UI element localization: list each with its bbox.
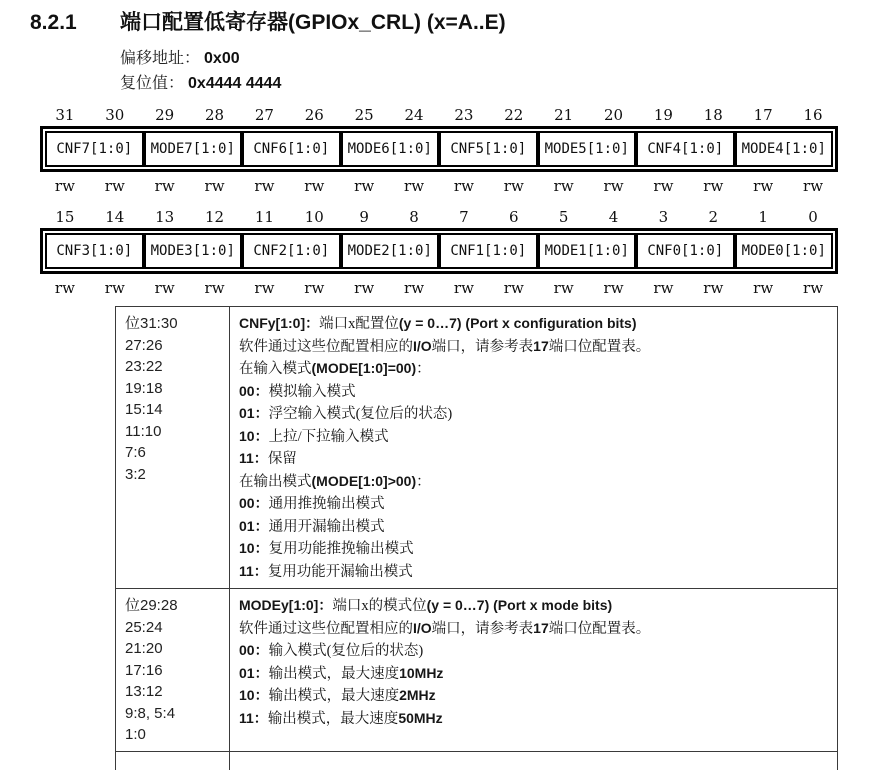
register-bit-table-low (40, 208, 838, 302)
bit-range: 1:0 (125, 726, 146, 743)
bit-number: 3 (658, 208, 669, 226)
bit-number: 17 (753, 106, 773, 124)
cjk-text: ： (416, 361, 431, 377)
section-heading (30, 8, 838, 38)
description-cell (230, 589, 838, 752)
bit-number: 4 (608, 208, 619, 226)
bit-range: 23:22 (125, 358, 163, 375)
bit-number: 16 (803, 106, 823, 124)
latin-bold-text: 2MHz (399, 687, 436, 703)
reset-value-line (120, 71, 838, 96)
access-cell: rw (154, 279, 175, 297)
description-cell (230, 751, 838, 770)
cjk-text: 软件通过这些位配置相应的 (239, 620, 413, 637)
access-cell: rw (703, 279, 724, 297)
description-line (239, 538, 827, 561)
cjk-text: 输出模式，最大速度 (268, 665, 400, 682)
cjk-text: 输入模式(复位后的状态) (268, 643, 424, 659)
register-info (120, 46, 838, 96)
bit-range: 11:10 (125, 422, 162, 440)
bit-number: 15 (55, 208, 75, 226)
field-cell: CNF4[1:0] (636, 131, 735, 167)
latin-bold-text: 50MHz (398, 709, 443, 726)
bit-number: 28 (205, 106, 225, 124)
cjk-text: 保留 (267, 451, 297, 467)
latin-bold-text: (y = 0…7) (Port x mode bits) (426, 597, 613, 613)
field-cell: MODE0[1:0] (735, 233, 834, 269)
bit-range: 13:12 (125, 683, 163, 700)
bit-number: 21 (554, 106, 574, 124)
description-line (239, 663, 827, 686)
cjk-text: 复用功能推挽输出模式 (268, 541, 414, 557)
access-cell: rw (503, 279, 524, 297)
latin-bold-text: CNFy[1:0]： (239, 315, 320, 331)
field-cell: CNF5[1:0] (439, 131, 538, 167)
latin-bold-text: 17 (533, 619, 549, 636)
field-cell: CNF7[1:0] (45, 131, 144, 167)
latin-bold-text: 01： (239, 517, 269, 534)
bit-range: 3:2 (125, 465, 146, 483)
field-cell: MODE3[1:0] (144, 233, 243, 269)
access-cell: rw (803, 177, 824, 195)
bit-ranges-cell (116, 589, 230, 752)
bit-number: 2 (708, 208, 719, 226)
bit-range: 位29:28 (125, 597, 178, 614)
field-cell: MODE7[1:0] (144, 131, 243, 167)
description-line (239, 403, 827, 426)
bit-range: 位31:30 (125, 315, 178, 332)
bit-range: 25:24 (125, 618, 163, 636)
bit-number: 8 (409, 208, 419, 226)
bit-number: 11 (254, 208, 274, 226)
access-cell: rw (304, 279, 325, 297)
bit-range: 7:6 (125, 444, 146, 461)
field-cell: MODE6[1:0] (341, 131, 440, 167)
bit-number: 12 (205, 208, 225, 226)
bit-number: 25 (354, 106, 374, 124)
cjk-text: 端口x的模式位 (332, 598, 427, 614)
reset-value-label: 复位值： (120, 75, 185, 92)
access-cell: rw (404, 279, 425, 297)
field-cell-row (40, 228, 838, 274)
latin-bold-text: MODEy[1:0]： (239, 597, 333, 613)
cjk-text: 模拟输入模式 (268, 383, 356, 400)
bit-number: 19 (653, 106, 673, 124)
field-cell: CNF2[1:0] (242, 233, 341, 269)
description-line (239, 448, 827, 471)
latin-bold-text: (MODE[1:0]=00) (311, 360, 417, 376)
access-cell: rw (503, 177, 524, 195)
cjk-text: 软件通过这些位配置相应的 (239, 338, 413, 355)
field-cell: MODE2[1:0] (341, 233, 440, 269)
latin-bold-text: 17 (533, 337, 549, 354)
access-cell: rw (603, 279, 624, 297)
description-line (239, 471, 827, 494)
bit-number: 7 (459, 208, 469, 226)
access-row (40, 172, 838, 200)
bit-number: 27 (254, 106, 274, 124)
description-line (239, 561, 827, 584)
bit-number: 29 (155, 106, 175, 124)
access-cell: rw (453, 279, 474, 297)
bit-range: 15:14 (125, 401, 163, 418)
description-line (239, 381, 827, 404)
bit-number-row (40, 208, 838, 228)
access-cell: rw (54, 177, 75, 195)
bit-number: 22 (504, 106, 524, 124)
field-cell: CNF1[1:0] (439, 233, 538, 269)
description-table (115, 306, 838, 770)
section-number: 8.2.1 (30, 11, 77, 34)
latin-bold-text: 01： (239, 664, 269, 681)
access-cell: rw (254, 279, 275, 297)
access-cell: rw (104, 177, 125, 195)
latin-bold-text: 01： (239, 405, 269, 421)
offset-address-label: 偏移地址： (120, 50, 201, 67)
bit-number: 6 (509, 208, 519, 226)
latin-bold-text: 00： (239, 495, 269, 511)
bit-number: 30 (105, 106, 125, 124)
description-line (239, 313, 827, 336)
bit-range: 9:8, 5:4 (125, 704, 176, 722)
access-cell: rw (54, 279, 75, 297)
field-cell: CNF0[1:0] (636, 233, 735, 269)
cjk-text: 浮空输入模式(复位后的状态) (268, 406, 453, 422)
bit-range: 17:16 (125, 661, 163, 679)
description-line (239, 336, 827, 359)
bit-number: 31 (55, 106, 75, 124)
bit-range: 21:20 (125, 640, 163, 657)
access-cell: rw (154, 177, 175, 195)
access-cell: rw (553, 177, 574, 195)
bit-number: 18 (703, 106, 723, 124)
bit-number: 9 (359, 208, 369, 226)
description-line (239, 595, 827, 618)
cjk-text: 复用功能开漏输出模式 (267, 563, 413, 580)
latin-bold-text: 00： (239, 382, 269, 399)
access-cell: rw (304, 177, 325, 195)
bit-number: 14 (105, 208, 125, 226)
cjk-text: 端口位配置表。 (548, 338, 651, 355)
bit-number: 26 (304, 106, 324, 124)
reset-value-value: 0x4444 4444 (188, 75, 282, 92)
access-cell: rw (204, 279, 225, 297)
field-cell: CNF3[1:0] (45, 233, 144, 269)
offset-address-line (120, 46, 838, 71)
register-bit-table-high (40, 106, 838, 200)
bit-number: 20 (604, 106, 624, 124)
cjk-text: 端口，请参考表 (431, 620, 534, 637)
bit-number: 23 (454, 106, 474, 124)
bit-number: 24 (404, 106, 424, 124)
access-cell: rw (753, 279, 774, 297)
access-cell: rw (204, 177, 225, 195)
access-cell: rw (703, 177, 724, 195)
cjk-text: 端口位配置表。 (548, 620, 651, 637)
latin-bold-text: (y = 0…7) (Port x configuration bits) (398, 315, 637, 331)
cjk-text: 通用推挽输出模式 (268, 496, 385, 512)
access-cell: rw (354, 279, 375, 297)
cjk-text: 端口，请参考表 (431, 338, 534, 355)
latin-bold-text: 10： (239, 687, 269, 703)
cjk-text: 端口x配置位 (319, 316, 399, 332)
latin-bold-text: 10： (239, 427, 269, 444)
description-row (116, 589, 838, 752)
latin-bold-text: 11： (239, 709, 268, 726)
description-row (116, 307, 838, 589)
latin-bold-text: 10MHz (399, 664, 444, 681)
field-cell: MODE4[1:0] (735, 131, 834, 167)
bit-number: 1 (758, 208, 768, 226)
description-line (239, 618, 827, 641)
access-row (40, 274, 838, 302)
cjk-text: ： (416, 473, 431, 490)
field-cell: MODE1[1:0] (538, 233, 637, 269)
field-cell: CNF6[1:0] (242, 131, 341, 167)
description-line (239, 426, 827, 449)
bit-ranges-cell (116, 307, 230, 589)
page-title: 端口配置低寄存器(GPIOx_CRL) (x=A..E) (120, 11, 506, 34)
access-cell: rw (553, 279, 574, 297)
access-cell: rw (104, 279, 125, 297)
access-cell: rw (653, 279, 674, 297)
bit-number: 5 (558, 208, 569, 226)
description-line (239, 516, 827, 539)
access-cell: rw (254, 177, 275, 195)
latin-bold-text: 10： (239, 540, 269, 556)
description-cell (230, 307, 838, 589)
description-line (239, 358, 827, 381)
bit-ranges-cell (116, 751, 230, 770)
cjk-text: 通用开漏输出模式 (268, 518, 385, 535)
cjk-text: 输出模式，最大速度 (267, 710, 399, 727)
bit-number: 0 (808, 208, 818, 226)
cjk-text: 在输入模式 (239, 361, 312, 377)
description-line (239, 640, 827, 663)
description-line (239, 685, 827, 708)
register-bit-tables (40, 106, 838, 302)
bit-range: 19:18 (125, 379, 163, 397)
latin-bold-text: (MODE[1:0]>00) (311, 472, 417, 489)
description-row (116, 751, 838, 770)
description-line (239, 708, 827, 731)
access-cell: rw (653, 177, 674, 195)
latin-bold-text: 11： (239, 562, 268, 579)
latin-bold-text: I/O (413, 619, 432, 636)
access-cell: rw (603, 177, 624, 195)
access-cell: rw (753, 177, 774, 195)
field-cell: MODE5[1:0] (538, 131, 637, 167)
field-cell-row (40, 126, 838, 172)
access-cell: rw (803, 279, 824, 297)
cjk-text: 上拉/下拉输入模式 (268, 428, 389, 445)
cjk-text: 输出模式，最大速度 (268, 688, 400, 704)
bit-number: 13 (155, 208, 175, 226)
bit-number-row (40, 106, 838, 126)
offset-address-value: 0x00 (204, 50, 240, 67)
description-line (239, 493, 827, 516)
bit-range: 27:26 (125, 336, 163, 354)
access-cell: rw (354, 177, 375, 195)
access-cell: rw (404, 177, 425, 195)
latin-bold-text: I/O (413, 337, 432, 354)
bit-number: 10 (304, 208, 324, 226)
access-cell: rw (453, 177, 474, 195)
latin-bold-text: 11： (239, 450, 268, 466)
description-table-body (116, 307, 838, 770)
latin-bold-text: 00： (239, 642, 269, 658)
cjk-text: 在输出模式 (239, 473, 312, 490)
